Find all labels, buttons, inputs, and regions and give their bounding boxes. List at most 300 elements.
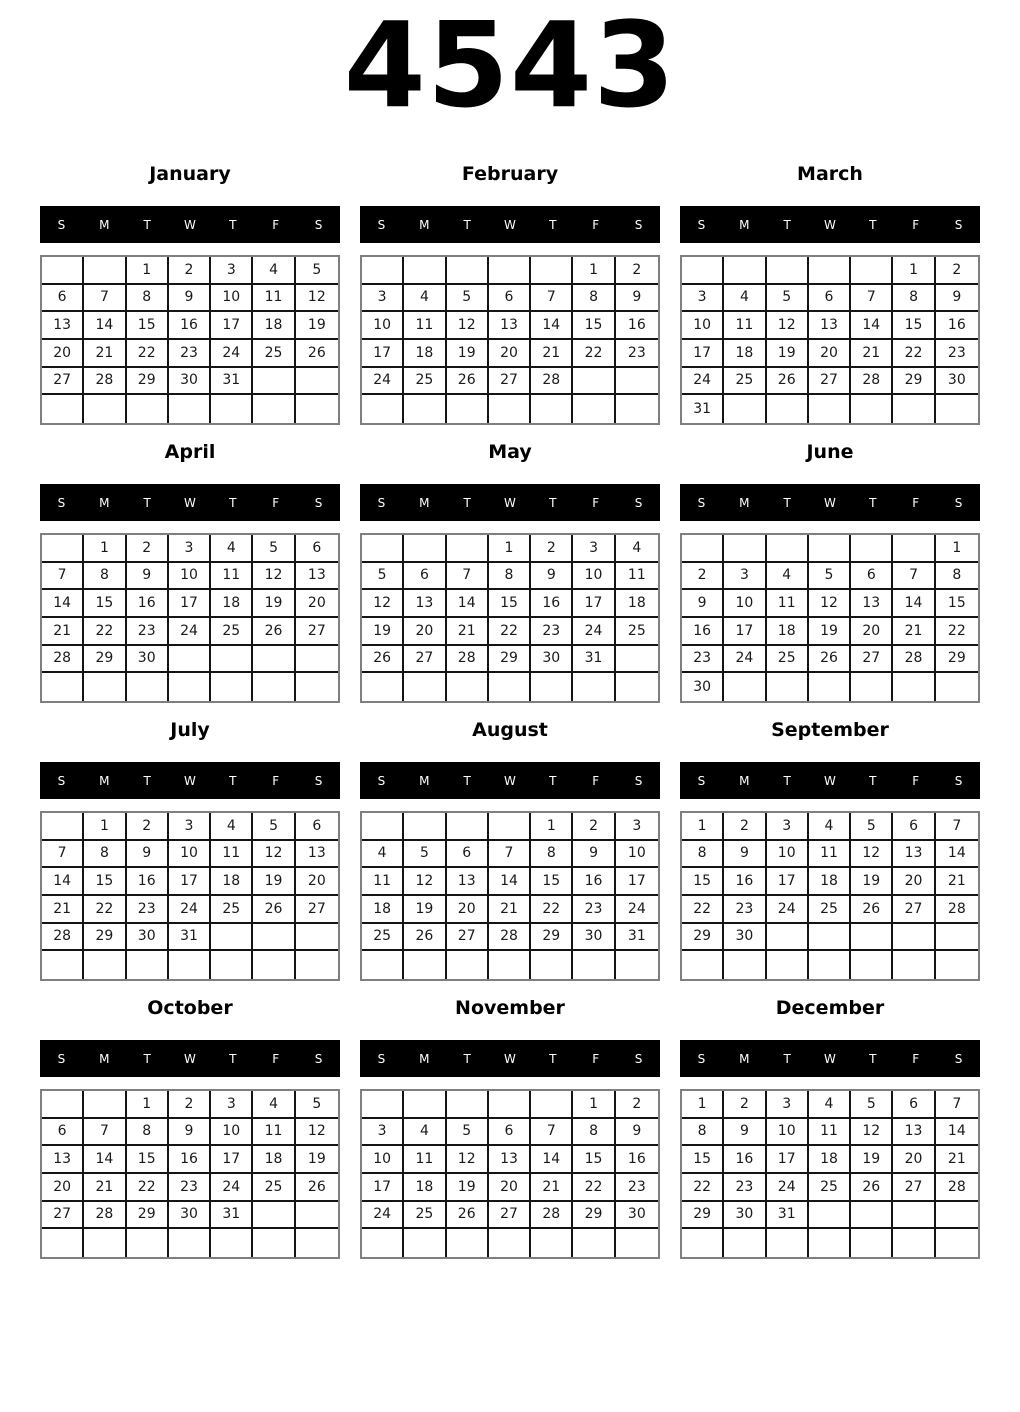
day-cell-empty xyxy=(573,368,615,396)
weekday-header-sat: S xyxy=(314,217,323,232)
day-cell-empty xyxy=(447,1091,489,1119)
day-cell-empty xyxy=(42,813,84,841)
day-cell-april-21: 21 xyxy=(42,618,84,646)
day-cell-february-11: 11 xyxy=(404,312,446,340)
day-cell-july-27: 27 xyxy=(296,896,338,924)
day-cell-september-3: 3 xyxy=(767,813,809,841)
day-cell-november-13: 13 xyxy=(489,1146,531,1174)
day-cell-empty xyxy=(211,951,253,979)
day-cell-august-25: 25 xyxy=(362,924,404,952)
month-may xyxy=(360,433,660,711)
day-cell-september-19: 19 xyxy=(851,868,893,896)
day-cell-empty xyxy=(851,951,893,979)
day-cell-october-23: 23 xyxy=(169,1174,211,1202)
day-cell-august-29: 29 xyxy=(531,924,573,952)
day-cell-july-31: 31 xyxy=(169,924,211,952)
month-name-november: November xyxy=(455,997,565,1019)
day-cell-empty xyxy=(296,1202,338,1230)
day-cell-december-27: 27 xyxy=(893,1174,935,1202)
day-cell-december-5: 5 xyxy=(851,1091,893,1119)
day-cell-april-20: 20 xyxy=(296,590,338,618)
day-cell-june-12: 12 xyxy=(809,590,851,618)
day-cell-december-20: 20 xyxy=(893,1146,935,1174)
weekday-header-tue: T xyxy=(463,773,471,788)
day-cell-empty xyxy=(404,395,446,423)
day-cell-august-6: 6 xyxy=(447,841,489,869)
day-cell-may-9: 9 xyxy=(531,563,573,591)
day-cell-empty xyxy=(404,673,446,701)
day-cell-august-14: 14 xyxy=(489,868,531,896)
weekday-header-mon: M xyxy=(739,495,750,510)
weekday-header-tue: T xyxy=(463,1051,471,1066)
day-cell-march-14: 14 xyxy=(851,312,893,340)
day-cell-april-13: 13 xyxy=(296,563,338,591)
day-cell-april-5: 5 xyxy=(253,535,295,563)
day-cell-march-31: 31 xyxy=(682,395,724,423)
day-cell-july-29: 29 xyxy=(84,924,126,952)
day-cell-empty xyxy=(404,535,446,563)
day-cell-february-25: 25 xyxy=(404,368,446,396)
day-cell-empty xyxy=(809,951,851,979)
day-cell-may-23: 23 xyxy=(531,618,573,646)
day-cell-june-23: 23 xyxy=(682,646,724,674)
day-cell-november-10: 10 xyxy=(362,1146,404,1174)
day-cell-april-9: 9 xyxy=(127,563,169,591)
weekday-header-mon: M xyxy=(739,1051,750,1066)
weekday-header-wed: W xyxy=(184,217,196,232)
day-cell-april-1: 1 xyxy=(84,535,126,563)
day-cell-october-10: 10 xyxy=(211,1119,253,1147)
day-cell-empty xyxy=(936,1202,978,1230)
day-cell-june-29: 29 xyxy=(936,646,978,674)
day-cell-empty xyxy=(362,1091,404,1119)
day-cell-november-28: 28 xyxy=(531,1202,573,1230)
day-cell-march-20: 20 xyxy=(809,340,851,368)
day-cell-july-4: 4 xyxy=(211,813,253,841)
day-cell-march-11: 11 xyxy=(724,312,766,340)
day-cell-april-18: 18 xyxy=(211,590,253,618)
day-cell-march-4: 4 xyxy=(724,285,766,313)
day-cell-march-5: 5 xyxy=(767,285,809,313)
day-cell-september-7: 7 xyxy=(936,813,978,841)
weekday-header-mon: M xyxy=(419,773,430,788)
day-cell-empty xyxy=(362,535,404,563)
day-cell-empty xyxy=(851,924,893,952)
day-cell-november-19: 19 xyxy=(447,1174,489,1202)
day-cell-january-29: 29 xyxy=(127,368,169,396)
day-cell-empty xyxy=(573,673,615,701)
weekday-header-mon: M xyxy=(99,495,110,510)
day-cell-empty xyxy=(893,1229,935,1257)
weekday-header-bar xyxy=(360,206,660,243)
weekday-header-mon: M xyxy=(739,773,750,788)
day-cell-february-28: 28 xyxy=(531,368,573,396)
weekday-header-fri: F xyxy=(912,217,920,232)
day-cell-october-16: 16 xyxy=(169,1146,211,1174)
day-cell-january-31: 31 xyxy=(211,368,253,396)
day-cell-february-5: 5 xyxy=(447,285,489,313)
day-cell-september-14: 14 xyxy=(936,841,978,869)
day-cell-september-27: 27 xyxy=(893,896,935,924)
day-cell-january-5: 5 xyxy=(296,257,338,285)
day-cell-may-28: 28 xyxy=(447,646,489,674)
day-cell-february-1: 1 xyxy=(573,257,615,285)
day-cell-august-4: 4 xyxy=(362,841,404,869)
day-cell-empty xyxy=(296,368,338,396)
day-cell-august-26: 26 xyxy=(404,924,446,952)
day-cell-empty xyxy=(936,1229,978,1257)
weekday-header-wed: W xyxy=(824,495,836,510)
day-cell-april-7: 7 xyxy=(42,563,84,591)
day-cell-empty xyxy=(489,951,531,979)
day-cell-may-24: 24 xyxy=(573,618,615,646)
day-cell-empty xyxy=(936,395,978,423)
day-cell-december-8: 8 xyxy=(682,1119,724,1147)
day-cell-may-18: 18 xyxy=(616,590,658,618)
weekday-header-tue: T xyxy=(463,495,471,510)
day-cell-october-8: 8 xyxy=(127,1119,169,1147)
day-cell-september-11: 11 xyxy=(809,841,851,869)
day-cell-january-14: 14 xyxy=(84,312,126,340)
day-cell-may-21: 21 xyxy=(447,618,489,646)
weekday-header-fri: F xyxy=(592,1051,600,1066)
day-cell-september-4: 4 xyxy=(809,813,851,841)
day-cell-june-8: 8 xyxy=(936,563,978,591)
month-february xyxy=(360,155,660,433)
day-cell-november-6: 6 xyxy=(489,1119,531,1147)
weekday-header-wed: W xyxy=(184,495,196,510)
day-cell-may-2: 2 xyxy=(531,535,573,563)
day-cell-november-24: 24 xyxy=(362,1202,404,1230)
day-cell-august-30: 30 xyxy=(573,924,615,952)
day-cell-august-8: 8 xyxy=(531,841,573,869)
weekday-header-fri: F xyxy=(592,773,600,788)
day-cell-march-21: 21 xyxy=(851,340,893,368)
day-cell-february-12: 12 xyxy=(447,312,489,340)
day-cell-empty xyxy=(84,1091,126,1119)
day-cell-march-8: 8 xyxy=(893,285,935,313)
day-cell-august-12: 12 xyxy=(404,868,446,896)
day-cell-january-7: 7 xyxy=(84,285,126,313)
day-cell-march-1: 1 xyxy=(893,257,935,285)
day-cell-january-13: 13 xyxy=(42,312,84,340)
day-cell-october-30: 30 xyxy=(169,1202,211,1230)
weekday-header-bar xyxy=(40,206,340,243)
day-cell-empty xyxy=(447,951,489,979)
day-cell-september-30: 30 xyxy=(724,924,766,952)
day-cell-february-22: 22 xyxy=(573,340,615,368)
day-cell-empty xyxy=(447,535,489,563)
day-cell-empty xyxy=(169,673,211,701)
weekday-header-tue: T xyxy=(143,1051,151,1066)
month-name-july: July xyxy=(170,719,210,741)
day-cell-july-12: 12 xyxy=(253,841,295,869)
day-cell-june-1: 1 xyxy=(936,535,978,563)
day-cell-empty xyxy=(42,257,84,285)
day-cell-december-24: 24 xyxy=(767,1174,809,1202)
weekday-header-thu: T xyxy=(229,1051,237,1066)
day-cell-september-12: 12 xyxy=(851,841,893,869)
day-cell-june-11: 11 xyxy=(767,590,809,618)
day-cell-october-25: 25 xyxy=(253,1174,295,1202)
day-cell-empty xyxy=(84,673,126,701)
weekday-header-fri: F xyxy=(272,773,280,788)
day-cell-empty xyxy=(447,257,489,285)
day-cell-february-24: 24 xyxy=(362,368,404,396)
weekday-header-bar xyxy=(680,1040,980,1077)
day-cell-august-15: 15 xyxy=(531,868,573,896)
weekday-header-sun: S xyxy=(697,773,706,788)
day-cell-november-16: 16 xyxy=(616,1146,658,1174)
day-cell-empty xyxy=(616,395,658,423)
day-cell-december-3: 3 xyxy=(767,1091,809,1119)
day-cell-june-21: 21 xyxy=(893,618,935,646)
days-grid xyxy=(40,811,340,981)
weekday-header-sat: S xyxy=(314,773,323,788)
month-name-april: April xyxy=(164,441,216,463)
day-cell-march-12: 12 xyxy=(767,312,809,340)
day-cell-november-9: 9 xyxy=(616,1119,658,1147)
weekday-header-sun: S xyxy=(57,495,66,510)
day-cell-july-21: 21 xyxy=(42,896,84,924)
day-cell-december-17: 17 xyxy=(767,1146,809,1174)
day-cell-empty xyxy=(253,951,295,979)
month-name-september: September xyxy=(771,719,889,741)
day-cell-empty xyxy=(851,673,893,701)
day-cell-february-15: 15 xyxy=(573,312,615,340)
day-cell-january-24: 24 xyxy=(211,340,253,368)
weekday-header-thu: T xyxy=(229,495,237,510)
day-cell-november-26: 26 xyxy=(447,1202,489,1230)
day-cell-empty xyxy=(447,1229,489,1257)
day-cell-empty xyxy=(404,257,446,285)
day-cell-july-5: 5 xyxy=(253,813,295,841)
weekday-header-bar xyxy=(40,484,340,521)
day-cell-june-9: 9 xyxy=(682,590,724,618)
day-cell-august-10: 10 xyxy=(616,841,658,869)
day-cell-empty xyxy=(127,951,169,979)
day-cell-december-18: 18 xyxy=(809,1146,851,1174)
day-cell-october-15: 15 xyxy=(127,1146,169,1174)
day-cell-empty xyxy=(211,646,253,674)
day-cell-empty xyxy=(531,1229,573,1257)
day-cell-march-6: 6 xyxy=(809,285,851,313)
day-cell-empty xyxy=(616,1229,658,1257)
day-cell-november-25: 25 xyxy=(404,1202,446,1230)
day-cell-december-19: 19 xyxy=(851,1146,893,1174)
day-cell-november-14: 14 xyxy=(531,1146,573,1174)
weekday-header-wed: W xyxy=(184,773,196,788)
day-cell-august-31: 31 xyxy=(616,924,658,952)
day-cell-may-5: 5 xyxy=(362,563,404,591)
month-name-august: August xyxy=(472,719,548,741)
day-cell-january-6: 6 xyxy=(42,285,84,313)
day-cell-july-14: 14 xyxy=(42,868,84,896)
day-cell-july-18: 18 xyxy=(211,868,253,896)
month-november xyxy=(360,989,660,1267)
day-cell-november-22: 22 xyxy=(573,1174,615,1202)
day-cell-empty xyxy=(489,257,531,285)
day-cell-august-5: 5 xyxy=(404,841,446,869)
weekday-header-bar xyxy=(40,762,340,799)
day-cell-empty xyxy=(616,646,658,674)
day-cell-september-24: 24 xyxy=(767,896,809,924)
day-cell-may-30: 30 xyxy=(531,646,573,674)
month-april xyxy=(40,433,340,711)
day-cell-empty xyxy=(767,535,809,563)
day-cell-april-24: 24 xyxy=(169,618,211,646)
day-cell-november-27: 27 xyxy=(489,1202,531,1230)
day-cell-empty xyxy=(573,395,615,423)
weekday-header-bar xyxy=(360,1040,660,1077)
day-cell-july-28: 28 xyxy=(42,924,84,952)
day-cell-empty xyxy=(809,257,851,285)
day-cell-june-28: 28 xyxy=(893,646,935,674)
day-cell-empty xyxy=(362,257,404,285)
weekday-header-sat: S xyxy=(634,495,643,510)
day-cell-january-21: 21 xyxy=(84,340,126,368)
day-cell-december-9: 9 xyxy=(724,1119,766,1147)
days-grid xyxy=(680,811,980,981)
weekday-header-thu: T xyxy=(549,217,557,232)
day-cell-empty xyxy=(84,951,126,979)
day-cell-empty xyxy=(724,395,766,423)
day-cell-july-19: 19 xyxy=(253,868,295,896)
day-cell-september-9: 9 xyxy=(724,841,766,869)
day-cell-empty xyxy=(531,257,573,285)
day-cell-march-28: 28 xyxy=(851,368,893,396)
day-cell-empty xyxy=(616,673,658,701)
weekday-header-sat: S xyxy=(954,1051,963,1066)
day-cell-april-11: 11 xyxy=(211,563,253,591)
day-cell-december-7: 7 xyxy=(936,1091,978,1119)
day-cell-june-19: 19 xyxy=(809,618,851,646)
weekday-header-thu: T xyxy=(549,1051,557,1066)
day-cell-may-20: 20 xyxy=(404,618,446,646)
day-cell-august-20: 20 xyxy=(447,896,489,924)
month-name-june: June xyxy=(806,441,854,463)
day-cell-november-3: 3 xyxy=(362,1119,404,1147)
day-cell-may-15: 15 xyxy=(489,590,531,618)
day-cell-may-1: 1 xyxy=(489,535,531,563)
day-cell-june-2: 2 xyxy=(682,563,724,591)
day-cell-april-10: 10 xyxy=(169,563,211,591)
days-grid xyxy=(360,533,660,703)
day-cell-november-23: 23 xyxy=(616,1174,658,1202)
day-cell-empty xyxy=(893,395,935,423)
day-cell-march-7: 7 xyxy=(851,285,893,313)
day-cell-may-4: 4 xyxy=(616,535,658,563)
day-cell-july-13: 13 xyxy=(296,841,338,869)
weekday-header-fri: F xyxy=(272,217,280,232)
day-cell-february-3: 3 xyxy=(362,285,404,313)
day-cell-june-16: 16 xyxy=(682,618,724,646)
day-cell-september-20: 20 xyxy=(893,868,935,896)
weekday-header-sat: S xyxy=(314,495,323,510)
day-cell-empty xyxy=(211,673,253,701)
day-cell-december-22: 22 xyxy=(682,1174,724,1202)
day-cell-august-13: 13 xyxy=(447,868,489,896)
day-cell-empty xyxy=(489,1229,531,1257)
day-cell-september-16: 16 xyxy=(724,868,766,896)
day-cell-may-29: 29 xyxy=(489,646,531,674)
day-cell-empty xyxy=(682,1229,724,1257)
day-cell-october-21: 21 xyxy=(84,1174,126,1202)
weekday-header-thu: T xyxy=(549,495,557,510)
day-cell-empty xyxy=(809,1202,851,1230)
day-cell-empty xyxy=(851,1202,893,1230)
day-cell-empty xyxy=(362,673,404,701)
weekday-header-mon: M xyxy=(99,1051,110,1066)
day-cell-empty xyxy=(489,673,531,701)
weekday-header-tue: T xyxy=(783,495,791,510)
day-cell-empty xyxy=(809,1229,851,1257)
weekday-header-bar xyxy=(360,762,660,799)
day-cell-april-23: 23 xyxy=(127,618,169,646)
days-grid xyxy=(360,1089,660,1259)
day-cell-february-14: 14 xyxy=(531,312,573,340)
day-cell-empty xyxy=(767,924,809,952)
day-cell-april-19: 19 xyxy=(253,590,295,618)
weekday-header-wed: W xyxy=(824,773,836,788)
day-cell-december-31: 31 xyxy=(767,1202,809,1230)
day-cell-september-13: 13 xyxy=(893,841,935,869)
day-cell-november-17: 17 xyxy=(362,1174,404,1202)
day-cell-august-18: 18 xyxy=(362,896,404,924)
day-cell-january-27: 27 xyxy=(42,368,84,396)
day-cell-may-25: 25 xyxy=(616,618,658,646)
weekday-header-thu: T xyxy=(869,217,877,232)
day-cell-february-2: 2 xyxy=(616,257,658,285)
weekday-header-sun: S xyxy=(697,495,706,510)
days-grid xyxy=(40,533,340,703)
day-cell-may-26: 26 xyxy=(362,646,404,674)
day-cell-empty xyxy=(84,1229,126,1257)
day-cell-september-10: 10 xyxy=(767,841,809,869)
day-cell-empty xyxy=(127,1229,169,1257)
day-cell-november-12: 12 xyxy=(447,1146,489,1174)
day-cell-march-15: 15 xyxy=(893,312,935,340)
days-grid xyxy=(40,1089,340,1259)
day-cell-empty xyxy=(404,1229,446,1257)
day-cell-empty xyxy=(489,813,531,841)
day-cell-may-8: 8 xyxy=(489,563,531,591)
day-cell-empty xyxy=(573,951,615,979)
day-cell-june-7: 7 xyxy=(893,563,935,591)
day-cell-march-10: 10 xyxy=(682,312,724,340)
day-cell-july-26: 26 xyxy=(253,896,295,924)
day-cell-april-3: 3 xyxy=(169,535,211,563)
day-cell-october-20: 20 xyxy=(42,1174,84,1202)
day-cell-october-9: 9 xyxy=(169,1119,211,1147)
weekday-header-tue: T xyxy=(783,773,791,788)
day-cell-august-2: 2 xyxy=(573,813,615,841)
day-cell-february-18: 18 xyxy=(404,340,446,368)
month-january xyxy=(40,155,340,433)
weekday-header-wed: W xyxy=(504,1051,516,1066)
day-cell-july-6: 6 xyxy=(296,813,338,841)
day-cell-empty xyxy=(893,535,935,563)
day-cell-empty xyxy=(682,535,724,563)
day-cell-november-2: 2 xyxy=(616,1091,658,1119)
weekday-header-mon: M xyxy=(419,217,430,232)
day-cell-september-8: 8 xyxy=(682,841,724,869)
day-cell-december-16: 16 xyxy=(724,1146,766,1174)
day-cell-september-22: 22 xyxy=(682,896,724,924)
month-october xyxy=(40,989,340,1267)
day-cell-june-25: 25 xyxy=(767,646,809,674)
day-cell-october-22: 22 xyxy=(127,1174,169,1202)
